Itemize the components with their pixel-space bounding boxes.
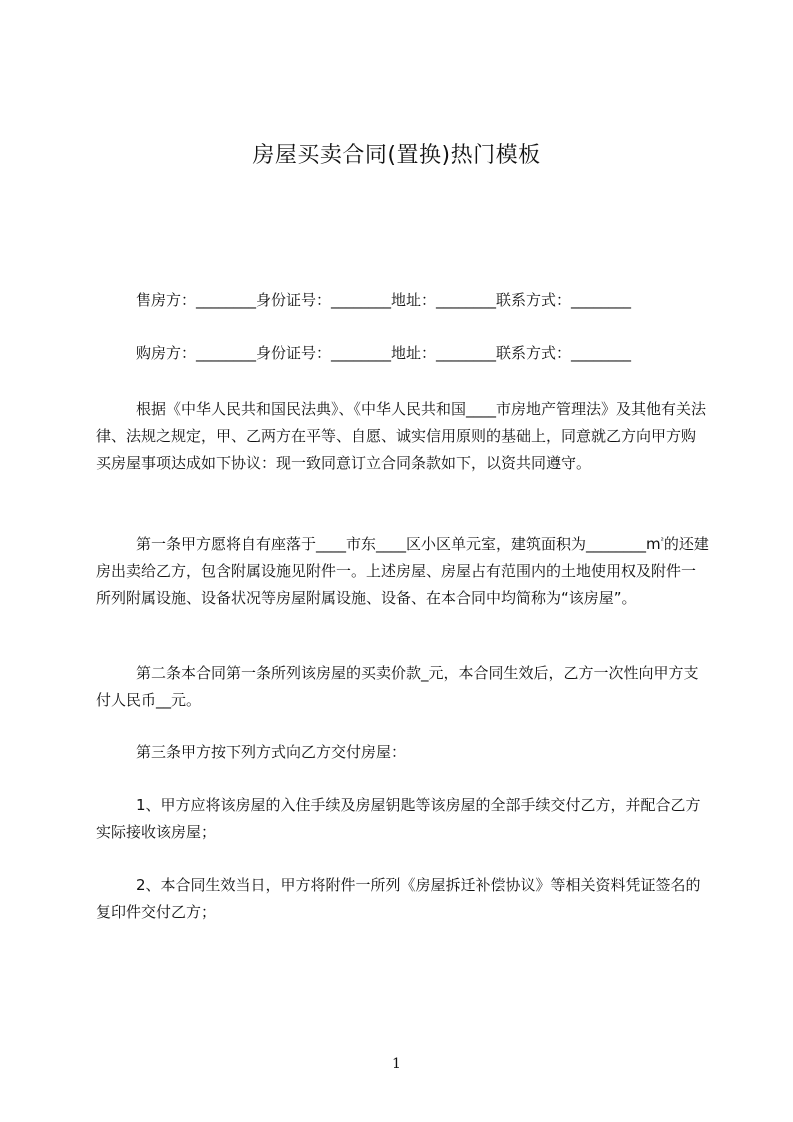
square-meter-superscript: ²: [660, 536, 664, 545]
document-title: 房屋买卖合同(置换)热门模板: [252, 143, 541, 168]
intro-paragraph: 根据《中华人民共和国民法典》、《中华人民共和国____市房地产管理法》及其他有关法律、法规之规定，甲、乙两方在平等、自愿、诚实信用原则的基础上，同意就乙方向甲方购买房屋事项达成如下协议：现一致同意订立合同条款如下，以资共同遵守。: [96, 400, 707, 472]
article-1-text-part2: 的还建房出卖给乙方，包含附属设施见附件一。上述房屋、房屋占有范围内的土地使用权及附件一所列附属设施、设备状况等房屋附属设施、设备、在本合同中均简称为“该房屋”。: [96, 535, 709, 607]
buyer-info-line: 购房方：________身份证号：________地址：________联系方式：________: [136, 344, 632, 362]
seller-info-line: 售房方：________身份证号：________地址：________联系方式：________: [136, 291, 632, 309]
page-number: 1: [392, 1056, 401, 1072]
article-3-heading: 第三条甲方按下列方式向乙方交付房屋：: [136, 743, 407, 761]
clause-2-paragraph: 2、本合同生效当日，甲方将附件一所列《房屋拆迁补偿协议》等相关资料凭证签名的复印件交付乙方；: [96, 876, 701, 921]
article-1-text-part1: 第一条甲方愿将自有座落于____市东____区小区单元室，建筑面积为________m: [136, 535, 661, 553]
article-2-paragraph: 第二条本合同第一条所列该房屋的买卖价款_元，本合同生效后，乙方一次性向甲方支付人民币__元。: [96, 664, 699, 709]
clause-1-paragraph: 1、甲方应将该房屋的入住手续及房屋钥匙等该房屋的全部手续交付乙方，并配合乙方实际接收该房屋；: [96, 796, 701, 841]
article-1-paragraph: [96, 527, 710, 612]
